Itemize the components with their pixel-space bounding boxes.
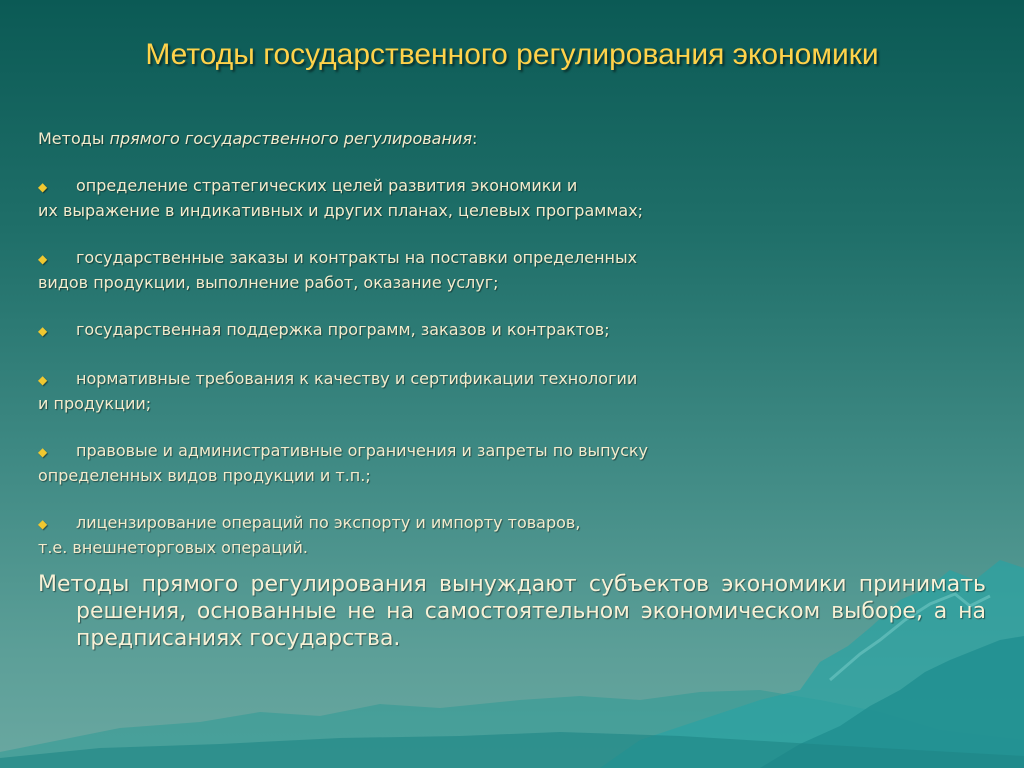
bullet-item <box>38 246 986 294</box>
bullet-text-line2: видов продукции, выполнение работ, оказание услуг; <box>38 273 499 292</box>
slide-content <box>38 128 986 652</box>
subtitle <box>38 128 986 150</box>
subtitle-end: : <box>471 129 478 148</box>
bullet-item <box>38 174 986 222</box>
bullet-text-line1: правовые и административные ограничения и запреты по выпуску <box>76 441 648 460</box>
bullet-text-line2: т.е. внешнеторговых операций. <box>38 538 309 557</box>
subtitle-italic: прямого государственного регулирования <box>109 129 472 148</box>
diamond-bullet-icon: ◆ <box>38 517 48 531</box>
bullet-text-line1: нормативные требования к качеству и сертификации технологии <box>76 369 638 388</box>
diamond-bullet-icon: ◆ <box>38 324 48 338</box>
bullet-text-line1: лицензирование операций по экспорту и импорту товаров, <box>76 513 581 532</box>
bullet-item <box>38 367 986 415</box>
diamond-bullet-icon: ◆ <box>38 252 48 266</box>
bullet-text-line2: их выражение в индикативных и других планах, целевых программах; <box>38 201 644 220</box>
bullet-item <box>38 318 986 343</box>
bullet-text-line2: и продукции; <box>38 394 152 413</box>
diamond-bullet-icon: ◆ <box>38 180 48 194</box>
bullet-text-line1: государственные заказы и контракты на поставки определенных <box>76 248 638 267</box>
diamond-bullet-icon: ◆ <box>38 445 48 459</box>
bullet-item <box>38 511 986 559</box>
bullet-text-line2: определенных видов продукции и т.п.; <box>38 466 371 485</box>
slide-title: Методы государственного регулирования экономики <box>145 38 879 71</box>
summary-paragraph: Методы прямого регулирования вынуждают субъектов экономики принимать решения, основанные не на самостоятельном экономическом выборе, а на предписаниях государства. <box>38 572 986 651</box>
bullet-item <box>38 439 986 487</box>
diamond-bullet-icon: ◆ <box>38 373 48 387</box>
bullet-text-line1: определение стратегических целей развития экономики и <box>76 176 578 195</box>
subtitle-plain: Методы <box>38 129 110 148</box>
bullet-list <box>38 174 986 559</box>
bullet-text-line1: государственная поддержка программ, заказов и контрактов; <box>76 320 610 339</box>
